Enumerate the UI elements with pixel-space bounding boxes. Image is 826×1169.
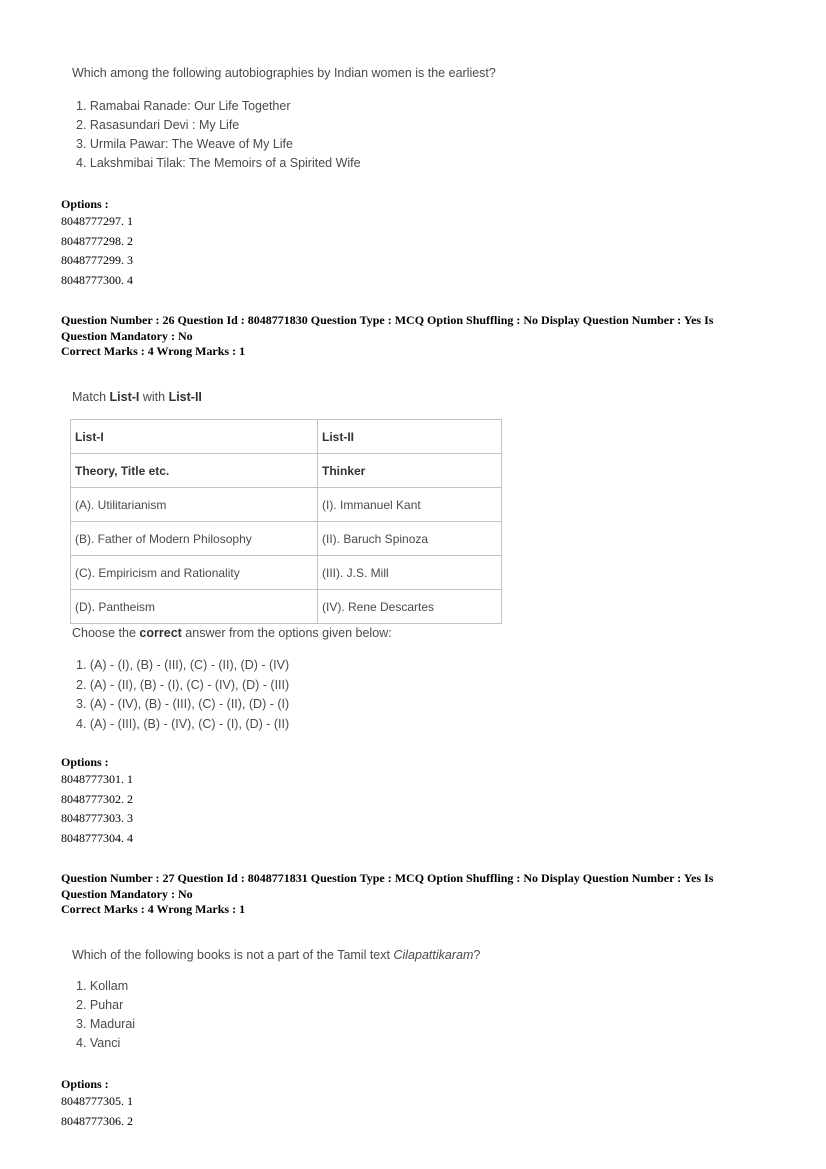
table-cell: (III). J.S. Mill [318, 556, 502, 590]
table-header-row [71, 420, 502, 454]
q27-options-label: Options : [61, 1077, 109, 1091]
q27-meta-line: Question Number : 27 Question Id : 8048771831 Question Type : MCQ Option Shuffling : No Display Question Number : Yes Is [61, 871, 714, 885]
table-cell: (I). Immanuel Kant [318, 488, 502, 522]
list-item: 1. Ramabai Ranade: Our Life Together [76, 99, 291, 113]
table-cell: (B). Father of Modern Philosophy [71, 522, 318, 556]
list-item: 4. Vanci [76, 1036, 121, 1050]
prompt-text: with [139, 390, 169, 404]
list-item: 2. (A) - (II), (B) - (I), (C) - (IV), (D) - (III) [76, 677, 290, 692]
table-row [71, 488, 502, 522]
prompt-text: Match [72, 390, 110, 404]
table-row [71, 556, 502, 590]
option-id: 8048777305. 1 [61, 1094, 133, 1108]
q26-prompt [72, 390, 202, 404]
option-id: 8048777304. 4 [61, 830, 133, 845]
table-cell: (A). Utilitarianism [71, 488, 318, 522]
table-cell: (C). Empiricism and Rationality [71, 556, 318, 590]
q26-metadata [61, 313, 713, 360]
option-id: 8048777299. 3 [61, 253, 133, 267]
option-id: 8048777298. 2 [61, 233, 133, 248]
option-id: 8048777297. 1 [61, 214, 133, 228]
table-subheader-row [71, 454, 502, 488]
instruction-bold: correct [139, 626, 182, 640]
option-id: 8048777303. 3 [61, 811, 133, 825]
table-cell: (D). Pantheism [71, 590, 318, 624]
option-id: 8048777301. 1 [61, 772, 133, 786]
match-table [70, 419, 502, 624]
q27-metadata [61, 871, 713, 918]
q25-options-label: Options : [61, 197, 109, 211]
list-item: 3. Madurai [76, 1017, 136, 1031]
table-cell: (IV). Rene Descartes [318, 590, 502, 624]
q27-choice-list [76, 977, 135, 1053]
list-item: 4. (A) - (III), (B) - (IV), (C) - (I), (D) - (II) [76, 716, 290, 731]
q27-options-list [61, 1092, 133, 1131]
prompt-bold: List-II [168, 390, 202, 404]
q27-marks: Correct Marks : 4 Wrong Marks : 1 [61, 902, 246, 916]
q26-options-label: Options : [61, 755, 109, 769]
list-item: 2. Puhar [76, 998, 124, 1012]
q27-question-text [72, 948, 480, 962]
q26-options-list [61, 770, 133, 848]
option-id: 8048777300. 4 [61, 272, 133, 287]
option-id: 8048777302. 2 [61, 791, 133, 806]
table-row [71, 590, 502, 624]
q26-meta-line: Question Number : 26 Question Id : 8048771830 Question Type : MCQ Option Shuffling : No Display Question Number : Yes Is [61, 313, 714, 327]
instruction-text: answer from the options given below: [181, 626, 392, 640]
option-id: 8048777306. 2 [61, 1113, 133, 1128]
list-item: 4. Lakshmibai Tilak: The Memoirs of a Spirited Wife [76, 156, 361, 170]
q25-choice-list [76, 97, 361, 173]
prompt-bold: List-I [109, 390, 140, 404]
list-item: 1. (A) - (I), (B) - (III), (C) - (II), (D) - (IV) [76, 658, 290, 672]
list-item: 1. Kollam [76, 979, 129, 993]
list-item: 3. (A) - (IV), (B) - (III), (C) - (II), (D) - (I) [76, 697, 290, 711]
q26-meta-line: Question Mandatory : No [61, 328, 193, 343]
q26-instruction [72, 626, 392, 640]
table-header-cell: List-I [71, 420, 318, 454]
table-row [71, 522, 502, 556]
table-header-cell: List-II [318, 420, 502, 454]
q26-marks: Correct Marks : 4 Wrong Marks : 1 [61, 344, 246, 358]
q26-choice-list [76, 656, 289, 734]
table-cell: (II). Baruch Spinoza [318, 522, 502, 556]
list-item: 3. Urmila Pawar: The Weave of My Life [76, 137, 293, 151]
q25-question-text: Which among the following autobiographies by Indian women is the earliest? [72, 66, 496, 80]
question-text: ? [473, 948, 481, 962]
list-item: 2. Rasasundari Devi : My Life [76, 118, 240, 132]
q25-options-list [61, 212, 133, 290]
table-subheader-cell: Thinker [318, 454, 502, 488]
instruction-text: Choose the [72, 626, 140, 640]
table-subheader-cell: Theory, Title etc. [71, 454, 318, 488]
q27-meta-line: Question Mandatory : No [61, 886, 193, 901]
question-italic: Cilapattikaram [393, 948, 474, 962]
question-text: Which of the following books is not a part of the Tamil text [72, 948, 394, 962]
